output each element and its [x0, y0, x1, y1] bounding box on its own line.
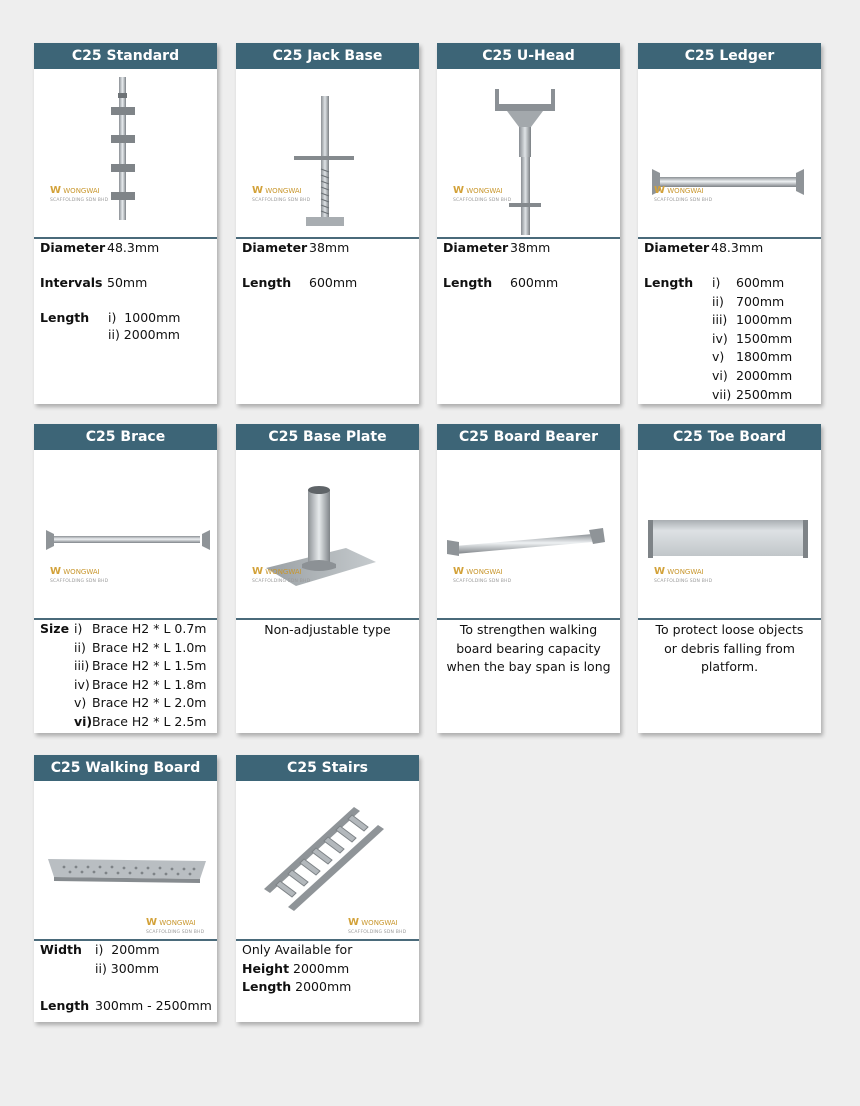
card-specs [236, 941, 419, 997]
spec-label: Length [40, 998, 90, 1013]
spec-label: Length [40, 310, 90, 325]
spec-label: Diameter [443, 240, 509, 255]
ledger-length-list [712, 274, 793, 404]
list-item: iv) Brace H2 * L 1.8m [74, 676, 207, 692]
card-title: C25 Walking Board [34, 755, 217, 781]
description-line: or debris falling from [664, 640, 795, 656]
card-title: C25 Ledger [638, 43, 821, 69]
description-line: To strengthen walking [459, 622, 598, 637]
wongwai-logo: W WONGWAI SCAFFOLDING SDN BHD [50, 185, 109, 203]
board-bearer-image [437, 450, 620, 618]
card-title: C25 Toe Board [638, 424, 821, 450]
product-card-stairs [236, 755, 419, 1022]
base-plate-image [236, 450, 419, 618]
description-line: board bearing capacity [456, 640, 601, 656]
spec-value: 38mm [309, 240, 350, 255]
card-description [236, 620, 419, 640]
spec-label: Length [443, 275, 493, 290]
wongwai-logo: W WONGWAI SCAFFOLDING SDN BHD [654, 566, 713, 584]
product-card-walking-board [34, 755, 217, 1022]
card-description [437, 620, 620, 677]
spec-label: Length [242, 275, 292, 290]
description-line: platform. [700, 659, 759, 675]
description-line: To protect loose objects [655, 622, 804, 637]
spec-item: i) 200mm [95, 942, 160, 957]
spec-label: Length [242, 979, 292, 995]
jack-base-image [236, 69, 419, 237]
product-card-toe-board [638, 424, 821, 733]
spec-row [242, 978, 413, 997]
spec-label: Diameter [644, 240, 710, 255]
spec-value: 300mm - 2500mm [95, 998, 212, 1013]
spec-item: ii) 2000mm [108, 327, 180, 342]
spec-value: 50mm [107, 275, 148, 290]
stairs-intro: Only Available for [242, 942, 353, 957]
list-item: iii) 1000mm [712, 312, 793, 328]
brace-size-list [74, 620, 214, 732]
list-item: ii) 700mm [712, 293, 785, 309]
list-item: vi) Brace H2 * L 2.5m [74, 713, 207, 729]
product-image [236, 781, 419, 941]
spec-label: Width [40, 942, 82, 957]
spec-label: Diameter [40, 240, 106, 255]
list-item: vi) 2000mm [712, 367, 793, 383]
list-item: v) Brace H2 * L 2.0m [74, 695, 207, 711]
wongwai-logo: W WONGWAI SCAFFOLDING SDN BHD [348, 917, 407, 935]
product-card-brace [34, 424, 217, 733]
spec-label: Diameter [242, 240, 308, 255]
wongwai-logo: W WONGWAI SCAFFOLDING SDN BHD [453, 566, 512, 584]
product-image [437, 450, 620, 620]
list-item: ii) Brace H2 * L 1.0m [74, 639, 207, 655]
spec-value: 600mm [510, 275, 559, 290]
ledger-image [638, 69, 821, 237]
product-image [34, 450, 217, 620]
card-description [638, 620, 821, 677]
spec-item: i) 1000mm [108, 310, 181, 325]
wongwai-logo: W WONGWAI SCAFFOLDING SDN BHD [654, 185, 713, 203]
spec-value: 2000mm [295, 979, 352, 995]
card-title: C25 Stairs [236, 755, 419, 781]
product-image [34, 781, 217, 941]
wongwai-logo: W WONGWAI SCAFFOLDING SDN BHD [50, 566, 109, 584]
card-specs [34, 620, 217, 729]
brace-image [34, 450, 217, 618]
spec-item: ii) 300mm [95, 961, 160, 976]
walking-board-image [34, 781, 217, 939]
product-image [34, 69, 217, 239]
wongwai-logo: W WONGWAI SCAFFOLDING SDN BHD [252, 566, 311, 584]
spec-label: Height [242, 960, 290, 976]
spec-value: 38mm [510, 240, 551, 255]
list-item: i) 600mm [712, 275, 785, 290]
toe-board-image [638, 450, 821, 618]
product-card-jack-base [236, 43, 419, 404]
product-image [638, 450, 821, 620]
product-card-standard [34, 43, 217, 404]
spec-value: 2000mm [293, 960, 350, 976]
product-card-base-plate [236, 424, 419, 733]
stairs-image [236, 781, 419, 939]
product-image [437, 69, 620, 239]
spec-value: 48.3mm [711, 240, 764, 255]
card-title: C25 U-Head [437, 43, 620, 69]
card-title: C25 Board Bearer [437, 424, 620, 450]
list-item: iv) 1500mm [712, 330, 793, 346]
list-item: iii) Brace H2 * L 1.5m [74, 658, 207, 674]
spec-value: 600mm [309, 275, 358, 290]
card-title: C25 Jack Base [236, 43, 419, 69]
u-head-image [437, 69, 620, 237]
spec-label: Intervals [40, 275, 103, 290]
card-title: C25 Base Plate [236, 424, 419, 450]
description-line: when the bay span is long [446, 659, 611, 675]
wongwai-logo: W WONGWAI SCAFFOLDING SDN BHD [453, 185, 512, 203]
list-item: vii) 2500mm [712, 386, 793, 402]
standard-image [34, 69, 217, 237]
product-image [236, 450, 419, 620]
product-card-board-bearer [437, 424, 620, 733]
description-line: Non-adjustable type [264, 622, 391, 637]
card-title: C25 Standard [34, 43, 217, 69]
product-card-u-head [437, 43, 620, 404]
spec-value: 48.3mm [107, 240, 160, 255]
product-card-ledger [638, 43, 821, 404]
spec-label: Length [644, 275, 694, 290]
wongwai-logo: W WONGWAI SCAFFOLDING SDN BHD [252, 185, 311, 203]
product-image [236, 69, 419, 239]
product-image [638, 69, 821, 239]
list-item: i) Brace H2 * L 0.7m [74, 621, 207, 636]
wongwai-logo: W WONGWAI SCAFFOLDING SDN BHD [146, 917, 205, 935]
spec-row [242, 960, 413, 979]
spec-label: Size [40, 621, 70, 636]
card-title: C25 Brace [34, 424, 217, 450]
list-item: v) 1800mm [712, 349, 793, 365]
